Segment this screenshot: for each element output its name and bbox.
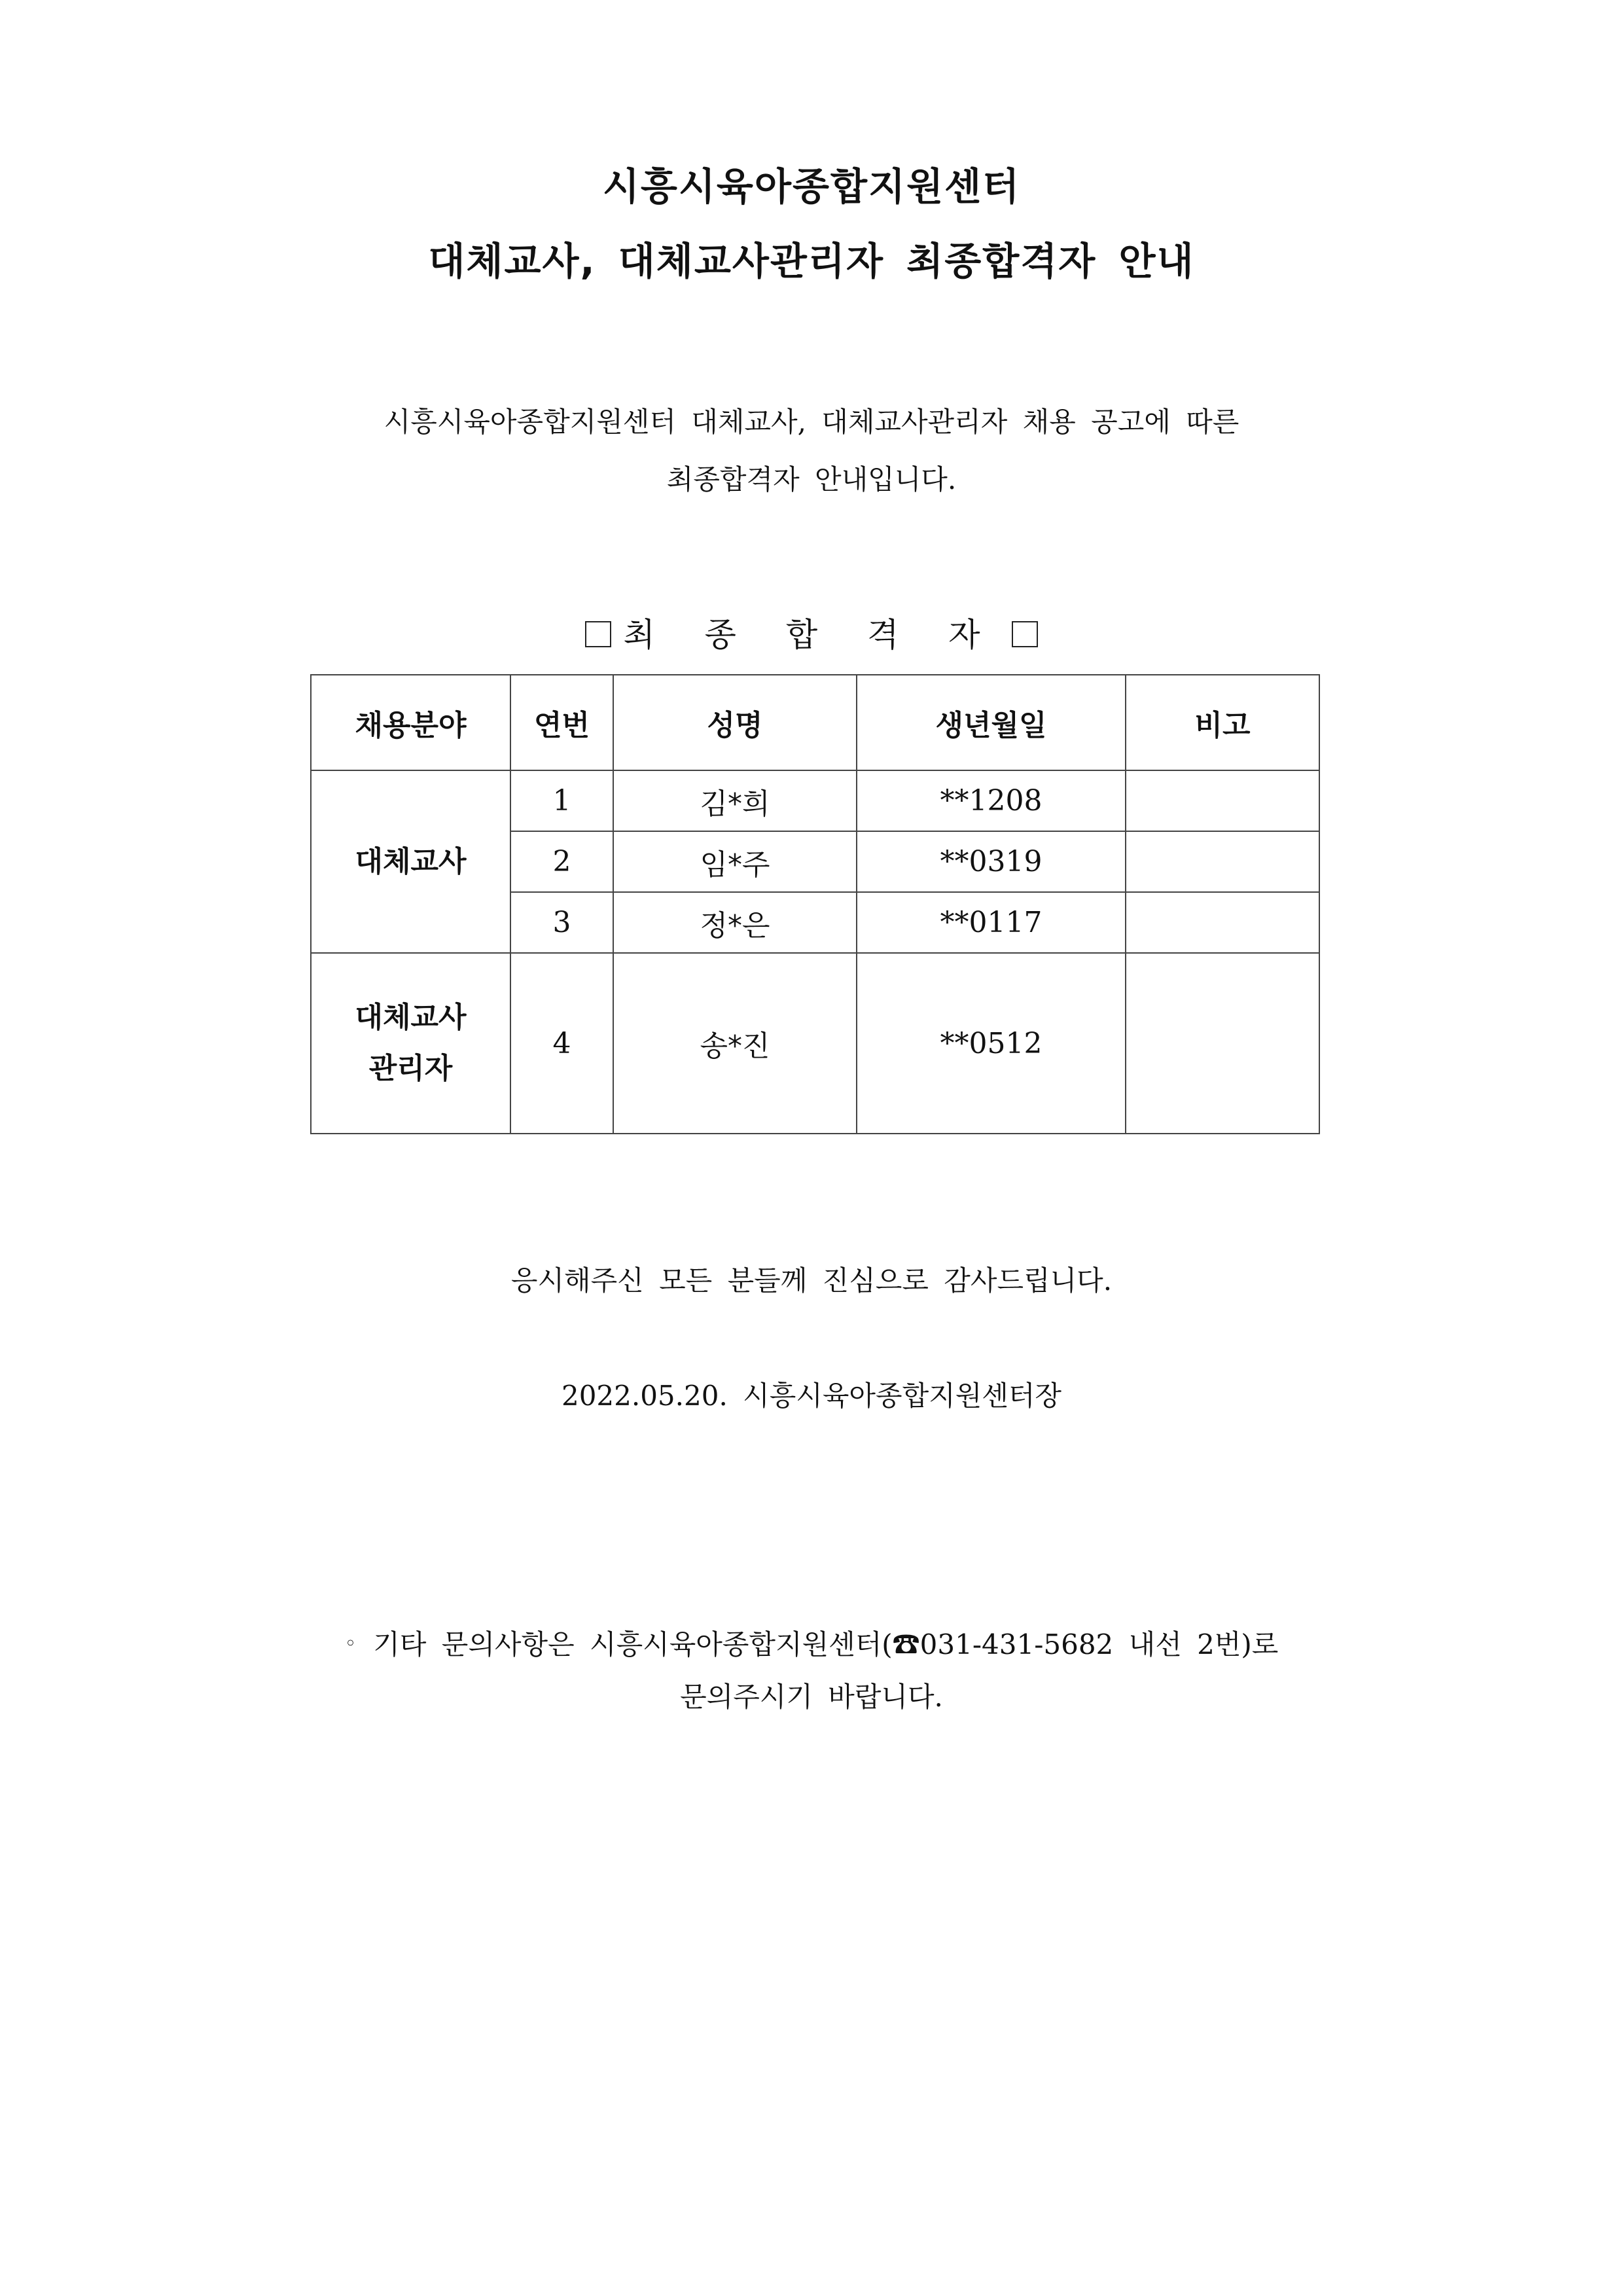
number-cell: 4 (510, 953, 613, 1134)
birthdate-cell: **0319 (857, 831, 1126, 892)
name-cell: 송*진 (613, 953, 857, 1134)
note-cell (1126, 831, 1319, 892)
contact-text-line1: 기타 문의사항은 시흥시육아종합지원센터(☎031-431-5682 내선 2번)로 (373, 1628, 1279, 1660)
field-line1: 대체교사 (355, 1001, 467, 1034)
square-icon-left (585, 621, 611, 647)
header-number: 연번 (510, 675, 613, 770)
document-title-line1: 시흥시육아종합지원센터 (602, 164, 1021, 209)
square-icon-right (1012, 621, 1038, 647)
section-heading (0, 609, 1623, 656)
contact-line2: 문의주시기 바랍니다. (680, 1681, 943, 1713)
birthdate-cell: **1208 (857, 770, 1126, 831)
document-title-line2: 대체교사, 대체교사관리자 최종합격자 안내 (428, 239, 1195, 283)
section-heading-label: 최 종 합 격 자 (623, 616, 1000, 654)
table-header-row (311, 675, 1319, 770)
note-cell (1126, 953, 1319, 1134)
date-and-signatory: 2022.05.20. 시흥시육아종합지원센터장 (561, 1380, 1062, 1412)
field-cell-substitute-teacher: 대체교사 (311, 770, 510, 953)
table-row (311, 953, 1319, 1134)
field-cell-substitute-teacher-manager (311, 953, 510, 1134)
number-cell: 1 (510, 770, 613, 831)
name-cell: 정*은 (613, 892, 857, 953)
intro-line1: 시흥시육아종합지원센터 대체교사, 대체교사관리자 채용 공고에 따른 (383, 406, 1240, 438)
header-birthdate: 생년월일 (857, 675, 1126, 770)
contact-line1 (0, 1623, 1623, 1662)
number-cell: 3 (510, 892, 613, 953)
birthdate-cell: **0117 (857, 892, 1126, 953)
results-table (310, 674, 1320, 1134)
header-note: 비고 (1126, 675, 1319, 770)
note-cell (1126, 770, 1319, 831)
name-cell: 임*주 (613, 831, 857, 892)
bullet-icon: ◦ (344, 1632, 357, 1655)
table-row (311, 770, 1319, 831)
header-name: 성명 (613, 675, 857, 770)
name-cell: 김*희 (613, 770, 857, 831)
header-field: 채용분야 (311, 675, 510, 770)
field-line2: 관리자 (368, 1052, 453, 1085)
intro-line2: 최종합격자 안내입니다. (666, 463, 957, 495)
thanks-message: 응시해주신 모든 분들께 진심으로 감사드립니다. (510, 1265, 1113, 1297)
note-cell (1126, 892, 1319, 953)
number-cell: 2 (510, 831, 613, 892)
birthdate-cell: **0512 (857, 953, 1126, 1134)
